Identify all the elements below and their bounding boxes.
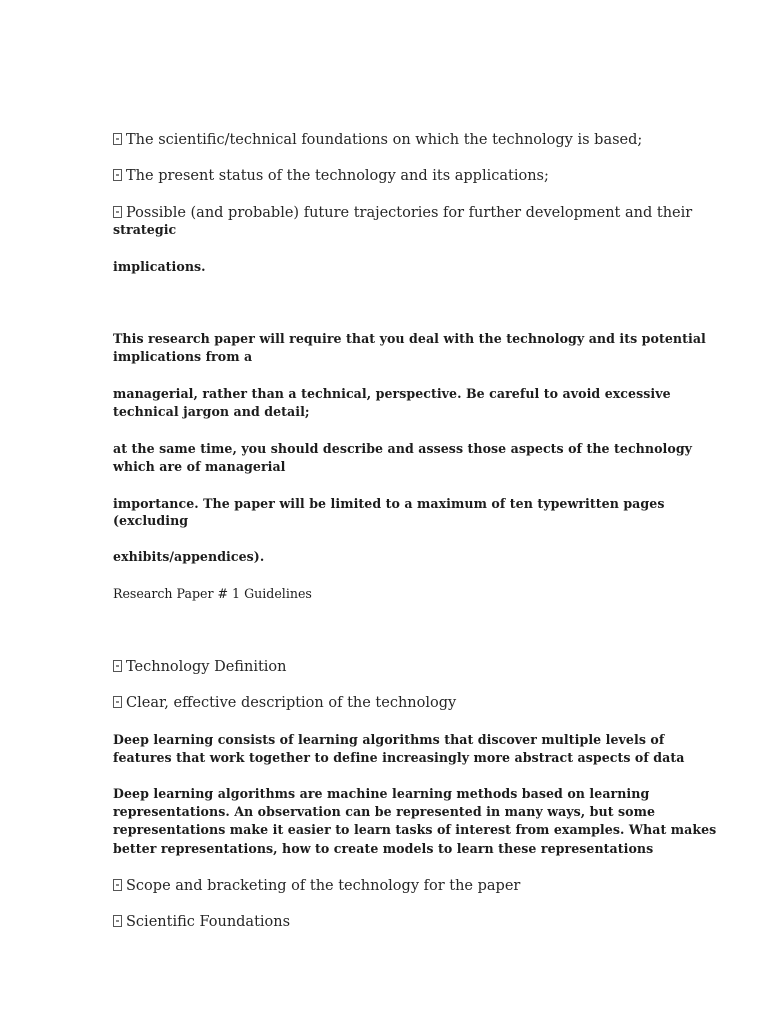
body-line: better representations, how to create models to learn these representations <box>113 841 654 856</box>
body-line: exhibits/appendices). <box>113 549 265 564</box>
body-line: implications. <box>113 259 206 274</box>
bullet-present-status-line: The present status of the technology and its applications; <box>113 167 549 185</box>
body-line: importance. The paper will be limited to a maximum of ten typewritten pages <box>113 496 665 511</box>
body-line: (excluding <box>113 513 189 528</box>
missing-glyph-icon <box>113 696 122 708</box>
body-line: strategic <box>113 222 177 237</box>
bullet-scientific-foundations-heading-line: Scientific Foundations <box>113 913 290 931</box>
body-line: Deep learning consists of learning algorithms that discover multiple levels of <box>113 732 665 747</box>
section-heading-research-paper-guidelines: Research Paper # 1 Guidelines <box>113 586 312 601</box>
body-line: Deep learning algorithms are machine learning methods based on learning <box>113 786 650 801</box>
missing-glyph-icon <box>113 169 122 181</box>
missing-glyph-icon <box>113 879 122 891</box>
bullet-scientific-foundations-line: The scientific/technical foundations on which the technology is based; <box>113 131 642 149</box>
body-line: which are of managerial <box>113 459 286 474</box>
body-line: This research paper will require that you deal with the technology and its potential <box>113 331 706 346</box>
missing-glyph-icon <box>113 133 122 145</box>
missing-glyph-icon <box>113 915 122 927</box>
body-line: implications from a <box>113 349 253 364</box>
body-line: representations make it easier to learn tasks of interest from examples. What makes <box>113 822 717 837</box>
bullet-clear-description-line: Clear, effective description of the technology <box>113 694 456 712</box>
missing-glyph-icon <box>113 206 122 218</box>
missing-glyph-icon <box>113 660 122 672</box>
bullet-scope-bracketing-line: Scope and bracketing of the technology for the paper <box>113 877 520 895</box>
bullet-technology-definition-line: Technology Definition <box>113 658 287 676</box>
body-line: representations. An observation can be represented in many ways, but some <box>113 804 656 819</box>
body-line: at the same time, you should describe and assess those aspects of the technology <box>113 441 693 456</box>
body-line: technical jargon and detail; <box>113 404 310 419</box>
body-line: managerial, rather than a technical, perspective. Be careful to avoid excessive <box>113 386 671 401</box>
body-line: features that work together to define increasingly more abstract aspects of data <box>113 750 685 765</box>
bullet-future-trajectories-line: Possible (and probable) future trajectories for further development and their <box>113 204 692 222</box>
